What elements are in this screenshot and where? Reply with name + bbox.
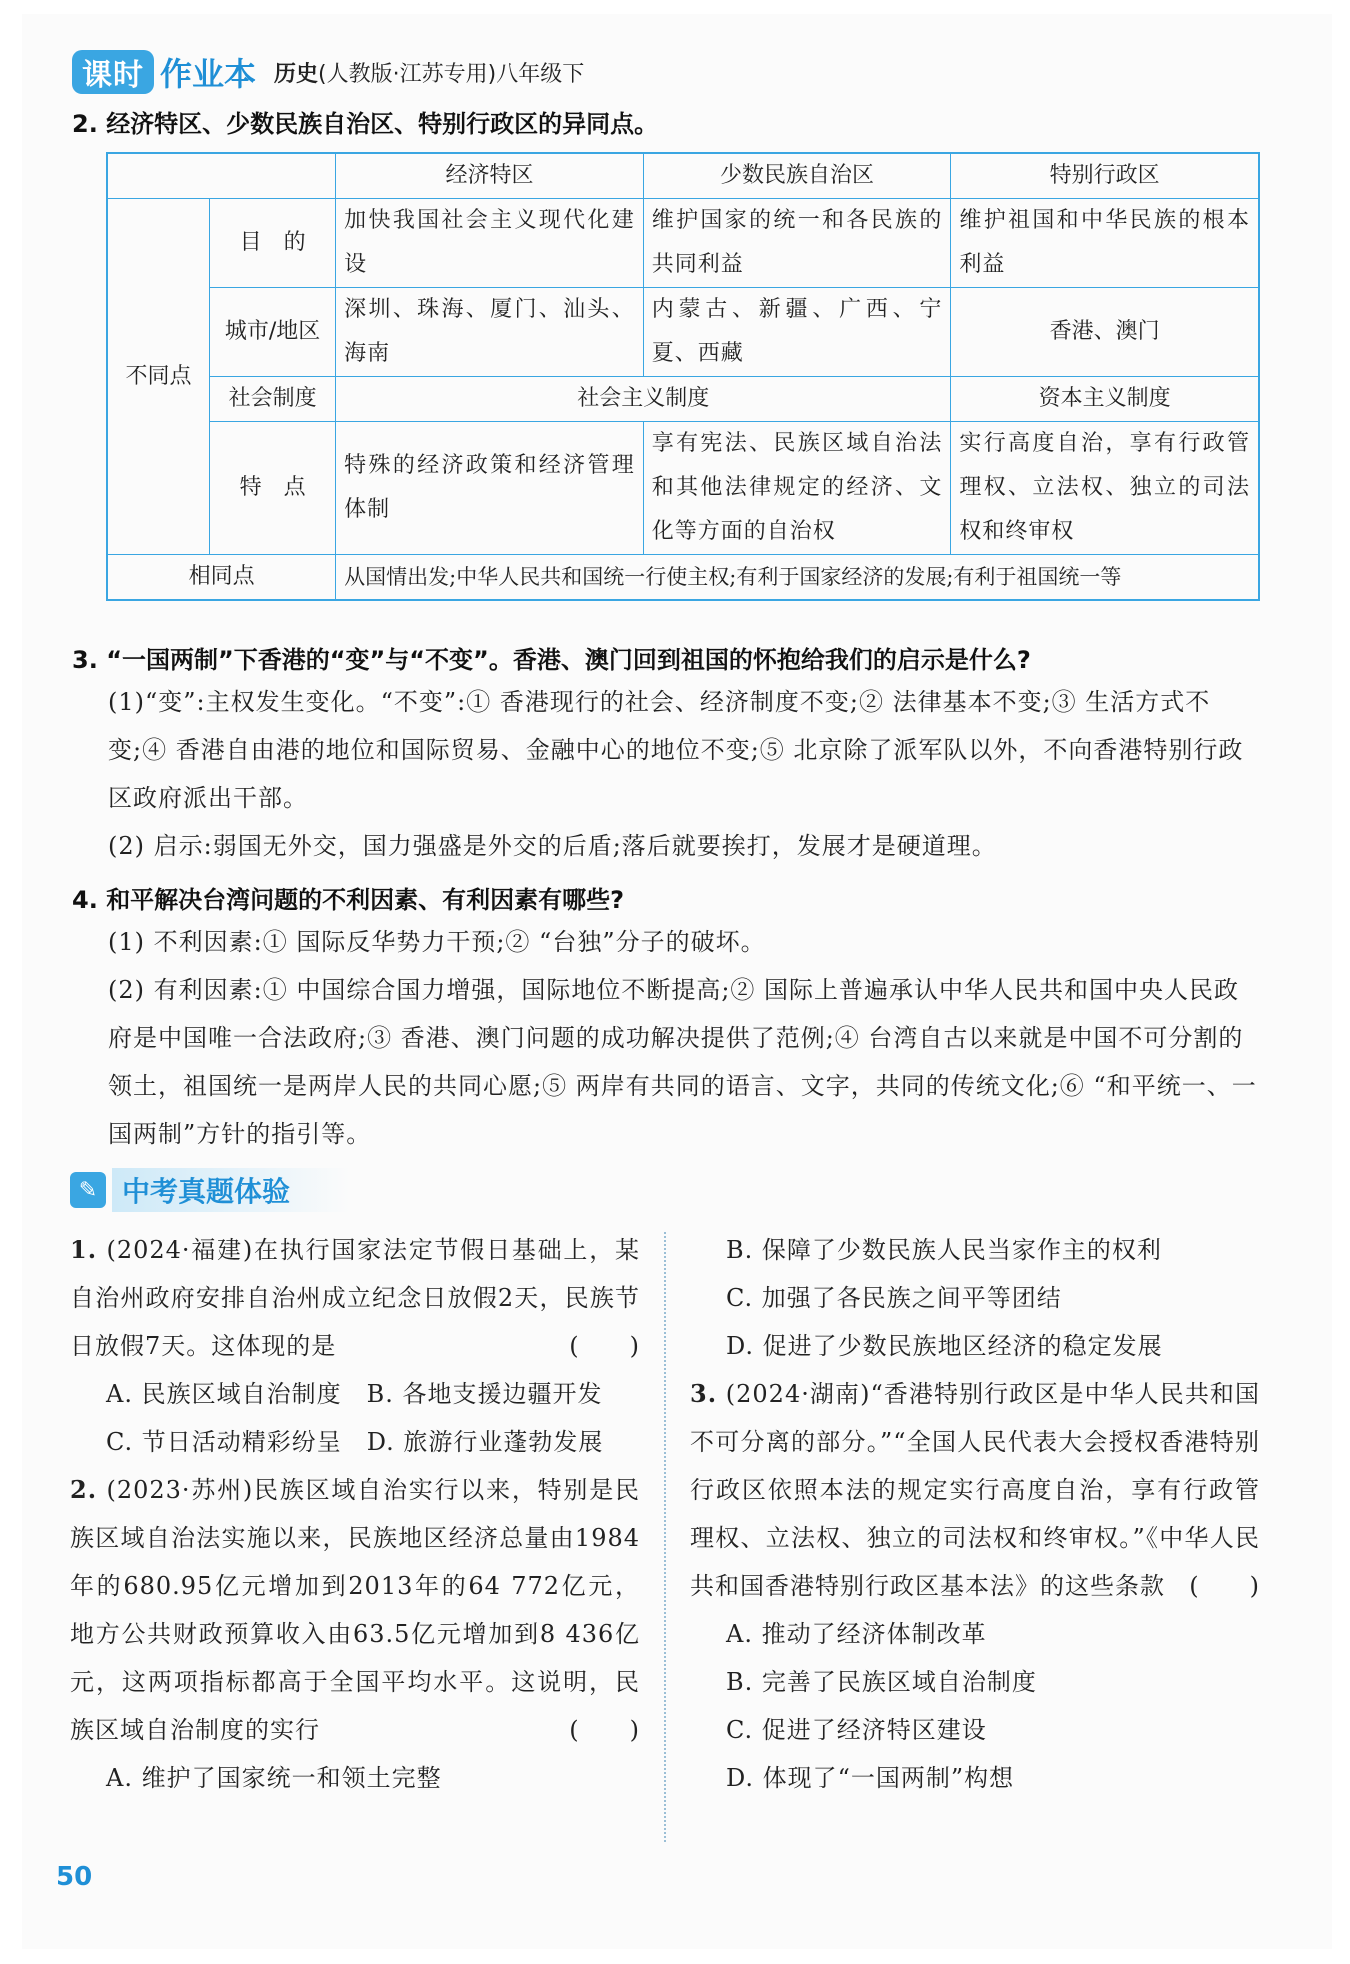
table-cell-same: 从国情出发;中华人民共和国统一行使主权;有利于国家经济的发展;有利于祖国统一等 bbox=[336, 555, 1259, 601]
page-header bbox=[72, 46, 584, 98]
question-2-title bbox=[72, 104, 658, 139]
option-c: C. 加强了各民族之间平等团结 bbox=[726, 1284, 1062, 1312]
options-row: A. 民族区域自治制度 B. 各地支援边疆开发 bbox=[106, 1380, 603, 1408]
exam-question-1 bbox=[70, 1226, 640, 1370]
table-cell: 加快我国社会主义现代化建设 bbox=[336, 199, 644, 288]
col-header-autonomous: 少数民族自治区 bbox=[643, 153, 951, 199]
table-cell: 资本主义制度 bbox=[951, 377, 1259, 422]
answer-bracket: ( ) bbox=[569, 1332, 640, 1360]
answer-4-1: (1) 不利因素:① 国际反华势力干预;② “台独”分子的破坏。 bbox=[108, 928, 766, 956]
table-row bbox=[107, 422, 1259, 555]
question-stem: (2023·苏州)民族区域自治实行以来，特别是民族区域自治法实施以来，民族地区经济总量由1984年的680.95亿元增加到2013年的64 772亿元，地方公共财政预算收入由63.5亿元增加到8 436亿元，这两项指标都高于全国平均水平。这说明，民族区域自治制度的实行 bbox=[70, 1476, 640, 1744]
question-number: 2. bbox=[72, 110, 98, 138]
exam-left-column bbox=[70, 1226, 640, 1802]
pencil-icon: ✎ bbox=[70, 1172, 106, 1208]
question-text: “一国两制”下香港的“变”与“不变”。香港、澳门回到祖国的怀抱给我们的启示是什么? bbox=[106, 646, 1031, 674]
table-row bbox=[107, 377, 1259, 422]
question-number: 3. bbox=[72, 646, 98, 674]
question-text: 经济特区、少数民族自治区、特别行政区的异同点。 bbox=[106, 110, 659, 138]
table-cell: 社会主义制度 bbox=[336, 377, 951, 422]
table-cell: 深圳、珠海、厦门、汕头、海南 bbox=[336, 288, 644, 377]
book-subtitle bbox=[274, 57, 584, 88]
column-divider bbox=[664, 1232, 666, 1842]
col-header-sar: 特别行政区 bbox=[951, 153, 1259, 199]
question-text: 和平解决台湾问题的不利因素、有利因素有哪些? bbox=[106, 886, 625, 914]
question-stem: (2024·福建)在执行国家法定节假日基础上，某自治州政府安排自治州成立纪念日放假2天，民族节日放假7天。这体现的是 bbox=[70, 1236, 640, 1360]
table-cell: 享有宪法、民族区域自治法和其他法律规定的经济、文化等方面的自治权 bbox=[643, 422, 951, 555]
option-d: D. 体现了“一国两制”构想 bbox=[726, 1764, 1015, 1792]
exam-question-3 bbox=[690, 1370, 1260, 1610]
table-cell: 实行高度自治，享有行政管理权、立法权、独立的司法权和终审权 bbox=[951, 422, 1259, 555]
table-header-row bbox=[107, 153, 1259, 199]
table-cell: 维护祖国和中华民族的根本利益 bbox=[951, 199, 1259, 288]
table-cell: 内蒙古、新疆、广西、宁夏、西藏 bbox=[643, 288, 951, 377]
answer-bracket: ( ) bbox=[569, 1716, 640, 1744]
question-3-title bbox=[72, 640, 1031, 675]
comparison-table bbox=[106, 152, 1260, 601]
row-label-same: 相同点 bbox=[107, 555, 336, 601]
section-title: 中考真题体验 bbox=[112, 1168, 350, 1212]
option-c: C. 促进了经济特区建设 bbox=[726, 1716, 987, 1744]
option-b: B. 完善了民族区域自治制度 bbox=[726, 1668, 1037, 1696]
table-row bbox=[107, 288, 1259, 377]
table-row bbox=[107, 199, 1259, 288]
group-label-diff: 不同点 bbox=[107, 199, 210, 555]
brand-logo-text: 作业本 bbox=[160, 55, 257, 93]
page-number: 50 bbox=[56, 1862, 93, 1892]
answer-4-2: (2) 有利因素:① 中国综合国力增强，国际地位不断提高;② 国际上普遍承认中华人民共和国中央人民政府是中国唯一合法政府;③ 香港、澳门问题的成功解决提供了范例;④ 台湾自古以来就是中国不可分割的领土，祖国统一是两岸人民的共同心愿;⑤ 两岸有共同的语言、文字，共同的传统文化;⑥ “和平统一、一国两制”方针的指引等。 bbox=[108, 976, 1257, 1148]
table-cell: 特殊的经济政策和经济管理体制 bbox=[336, 422, 644, 555]
table-cell: 香港、澳门 bbox=[951, 288, 1259, 377]
col-header-sez: 经济特区 bbox=[336, 153, 644, 199]
row-label: 城市/地区 bbox=[210, 288, 336, 377]
exam-question-2 bbox=[70, 1466, 640, 1754]
answer-3-1: (1)“变”:主权发生变化。“不变”:① 香港现行的社会、经济制度不变;② 法律基本不变;③ 生活方式不变;④ 香港自由港的地位和国际贸易、金融中心的地位不变;⑤ 北京除了派军队以外，不向香港特别行政区政府派出干部。 bbox=[108, 688, 1244, 812]
question-stem: (2024·湖南)“香港特别行政区是中华人民共和国不可分离的部分。”“全国人民代表大会授权香港特别行政区依照本法的规定实行高度自治，享有行政管理权、立法权、独立的司法权和终审权。”《中华人民共和国香港特别行政区基本法》的这些条款 bbox=[690, 1380, 1260, 1600]
brand-logo: 课时 bbox=[72, 50, 154, 94]
question-number: 1. bbox=[70, 1235, 98, 1264]
option-b: B. 保障了少数民族人民当家作主的权利 bbox=[726, 1236, 1162, 1264]
answer-bracket: ( ) bbox=[1189, 1572, 1260, 1600]
question-number: 2. bbox=[70, 1475, 98, 1504]
table-row bbox=[107, 555, 1259, 601]
table-cell: 维护国家的统一和各民族的共同利益 bbox=[643, 199, 951, 288]
exam-right-column bbox=[690, 1226, 1260, 1802]
subject-label: 历史 bbox=[274, 61, 319, 87]
row-label: 社会制度 bbox=[210, 377, 336, 422]
table-corner-cell bbox=[107, 153, 336, 199]
section-banner bbox=[70, 1168, 350, 1212]
question-4-title bbox=[72, 880, 624, 915]
option-d: D. 促进了少数民族地区经济的稳定发展 bbox=[726, 1332, 1163, 1360]
row-label: 特 点 bbox=[210, 422, 336, 555]
edition-label: (人教版·江苏专用)八年级下 bbox=[318, 61, 585, 87]
option-a: A. 维护了国家统一和领土完整 bbox=[106, 1764, 442, 1792]
question-number: 4. bbox=[72, 886, 98, 914]
row-label: 目 的 bbox=[210, 199, 336, 288]
question-number: 3. bbox=[690, 1379, 718, 1408]
options-row: C. 节日活动精彩纷呈 D. 旅游行业蓬勃发展 bbox=[106, 1428, 604, 1456]
answer-3-2: (2) 启示:弱国无外交，国力强盛是外交的后盾;落后就要挨打，发展才是硬道理。 bbox=[108, 832, 997, 860]
option-a: A. 推动了经济体制改革 bbox=[726, 1620, 987, 1648]
